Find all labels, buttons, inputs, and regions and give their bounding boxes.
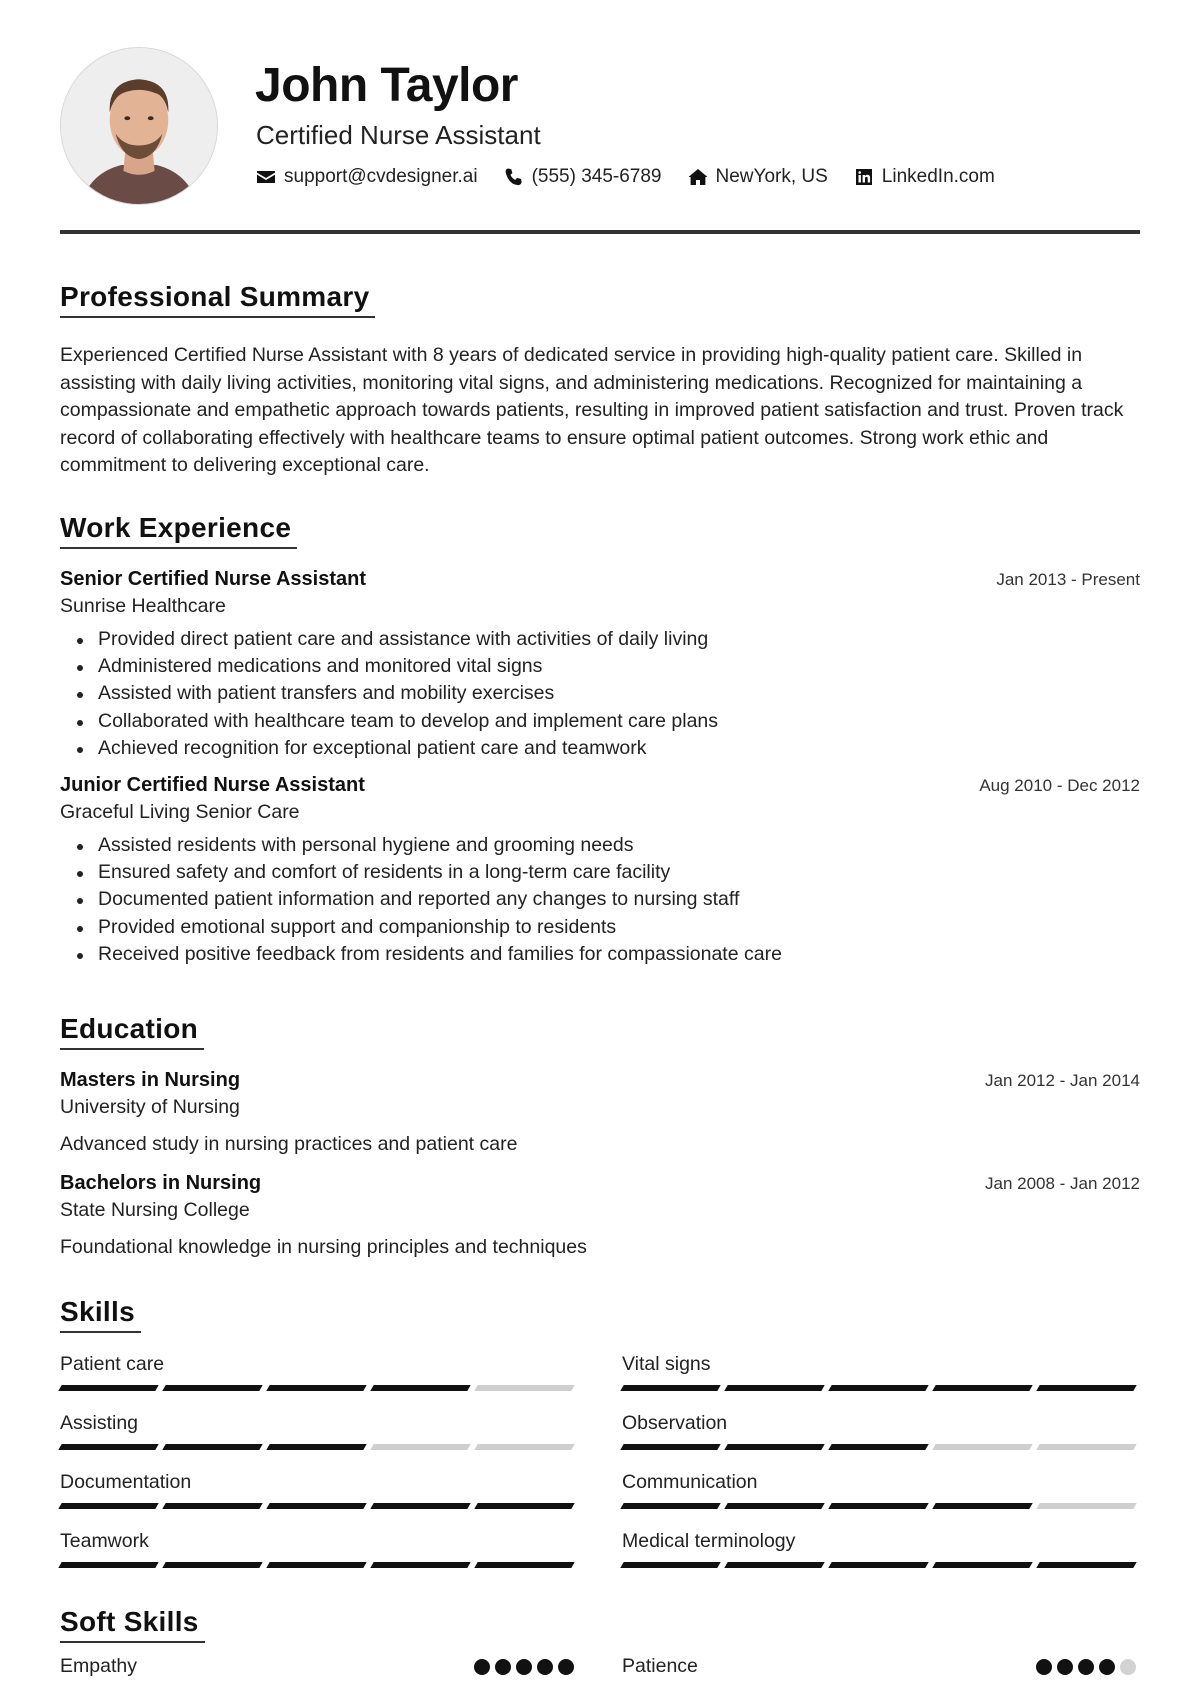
skill-level-segment	[370, 1385, 470, 1391]
email-text: support@cvdesigner.ai	[284, 166, 478, 187]
school-name: University of Nursing	[60, 1096, 240, 1118]
skill-item	[622, 1530, 1136, 1568]
soft-skill-rating	[1036, 1659, 1136, 1675]
education-dates: Jan 2012 - Jan 2014	[984, 1071, 1140, 1090]
skills-heading: Skills	[60, 1296, 141, 1333]
contact-phone[interactable]	[504, 166, 662, 188]
education-entry	[60, 1172, 1140, 1259]
job-bullet: Assisted residents with personal hygiene and grooming needs	[98, 832, 1140, 859]
skill-item	[622, 1412, 1136, 1450]
skill-level-segment	[828, 1503, 928, 1509]
header-divider	[60, 230, 1140, 234]
job-dates: Aug 2010 - Dec 2012	[979, 776, 1140, 796]
skill-level-segment	[474, 1562, 574, 1568]
skill-level-segment	[58, 1444, 158, 1450]
education-heading: Education	[60, 1013, 204, 1050]
skill-item	[622, 1471, 1136, 1509]
skill-level-segment	[620, 1503, 720, 1509]
soft-skill-item	[60, 1655, 574, 1678]
skill-level-segment	[1036, 1503, 1136, 1509]
skill-level-segment	[1036, 1562, 1136, 1568]
skill-level-segment	[474, 1503, 574, 1509]
skill-item	[622, 1353, 1136, 1391]
education-entry	[60, 1069, 1140, 1156]
rating-dot	[516, 1659, 532, 1675]
job-entry	[60, 568, 1140, 762]
skill-item	[60, 1353, 574, 1391]
rating-dot	[1036, 1659, 1052, 1675]
skill-level-segment	[1036, 1385, 1136, 1391]
skill-level-segment	[724, 1444, 824, 1450]
summary-heading: Professional Summary	[60, 281, 375, 318]
school-name: State Nursing College	[60, 1199, 250, 1221]
home-icon	[688, 167, 708, 187]
contact-linkedin[interactable]	[854, 166, 995, 188]
job-title: Junior Certified Nurse Assistant	[60, 774, 365, 797]
job-bullet: Ensured safety and comfort of residents in a long-term care facility	[98, 859, 1140, 886]
skill-name: Observation	[622, 1412, 728, 1434]
skill-level-segment	[370, 1444, 470, 1450]
linkedin-text: LinkedIn.com	[881, 166, 995, 187]
work-heading: Work Experience	[60, 512, 297, 549]
skill-level-segment	[932, 1562, 1032, 1568]
soft-skill-name: Patience	[622, 1655, 698, 1677]
skill-level-segment	[724, 1503, 824, 1509]
soft-skill-rating	[474, 1659, 574, 1675]
skill-name: Vital signs	[622, 1353, 711, 1375]
skill-item	[60, 1530, 574, 1568]
rating-dot	[537, 1659, 553, 1675]
location-text: NewYork, US	[715, 166, 828, 187]
summary-text: Experienced Certified Nurse Assistant with 8 years of dedicated service in providing high-quality patient care. Skilled in assisting with daily living activities, monitoring vital signs, and administering medications. Recognized for maintaining a compassionate and empathetic approach towards patients, resulting in improved patient satisfaction and trust. Proven track record of collaborating effectively with healthcare teams to ensure optimal patient outcomes. Strong work ethic and commitment to delivering exceptional care.	[60, 344, 1124, 476]
skill-level-segment	[620, 1444, 720, 1450]
skill-level-segment	[266, 1385, 366, 1391]
rating-dot	[495, 1659, 511, 1675]
skill-level-bar	[622, 1503, 1136, 1509]
skill-level-bar	[622, 1385, 1136, 1391]
skill-level-segment	[162, 1385, 262, 1391]
job-bullet: Collaborated with healthcare team to develop and implement care plans	[98, 708, 1140, 735]
education-description: Foundational knowledge in nursing principles and techniques	[60, 1236, 587, 1258]
profile-photo	[61, 48, 217, 204]
job-title: Senior Certified Nurse Assistant	[60, 568, 367, 590]
phone-text: (555) 345-6789	[531, 166, 662, 187]
skill-level-segment	[370, 1503, 470, 1509]
skills-grid	[60, 1353, 1140, 1568]
skill-level-bar	[60, 1562, 574, 1568]
resume-header	[60, 0, 1140, 235]
job-bullet: Documented patient information and reported any changes to nursing staff	[98, 886, 1140, 913]
skill-level-segment	[620, 1562, 720, 1568]
skill-level-bar	[60, 1503, 574, 1509]
skill-level-segment	[266, 1503, 366, 1509]
soft-skill-name: Empathy	[60, 1655, 137, 1677]
avatar	[60, 47, 218, 205]
rating-dot	[474, 1659, 490, 1675]
job-entry	[60, 774, 1140, 968]
summary-section	[60, 281, 1140, 480]
skill-level-segment	[724, 1385, 824, 1391]
envelope-icon	[256, 167, 276, 187]
job-bullet: Received positive feedback from residents and families for compassionate care	[98, 941, 1140, 968]
skill-level-segment	[828, 1562, 928, 1568]
skill-name: Patient care	[60, 1353, 165, 1375]
job-bullet: Administered medications and monitored vital signs	[98, 653, 1140, 680]
soft-skills-heading: Soft Skills	[60, 1606, 205, 1643]
contact-row	[256, 166, 995, 188]
skill-level-segment	[932, 1444, 1032, 1450]
work-section	[60, 512, 1140, 968]
contact-email[interactable]	[256, 166, 478, 188]
skill-level-segment	[58, 1503, 158, 1509]
candidate-name: John Taylor	[255, 59, 518, 112]
phone-icon	[504, 167, 524, 187]
skill-level-bar	[60, 1444, 574, 1450]
job-bullets	[60, 832, 1140, 968]
skill-level-bar	[60, 1385, 574, 1391]
job-bullet: Provided emotional support and companionship to residents	[98, 914, 1140, 941]
job-company: Graceful Living Senior Care	[60, 801, 300, 824]
skill-level-segment	[370, 1562, 470, 1568]
job-bullet: Achieved recognition for exceptional patient care and teamwork	[98, 735, 1140, 762]
skill-level-segment	[724, 1562, 824, 1568]
skill-level-segment	[620, 1385, 720, 1391]
soft-skills-section	[60, 1606, 1140, 1678]
job-company: Sunrise Healthcare	[60, 595, 226, 617]
job-bullet: Assisted with patient transfers and mobility exercises	[98, 680, 1140, 707]
skill-level-segment	[162, 1503, 262, 1509]
skill-level-segment	[266, 1562, 366, 1568]
job-bullets	[60, 626, 1140, 762]
soft-skill-item	[622, 1655, 1136, 1678]
skill-name: Documentation	[60, 1471, 192, 1493]
job-dates: Jan 2013 - Present	[996, 570, 1140, 589]
skills-section	[60, 1296, 1140, 1568]
skill-level-segment	[162, 1562, 262, 1568]
skill-name: Communication	[622, 1471, 758, 1493]
skill-level-segment	[474, 1444, 574, 1450]
skill-level-segment	[474, 1385, 574, 1391]
rating-dot	[1120, 1659, 1136, 1675]
degree-title: Masters in Nursing	[60, 1069, 241, 1091]
rating-dot	[1099, 1659, 1115, 1675]
education-description: Advanced study in nursing practices and patient care	[60, 1133, 518, 1155]
degree-title: Bachelors in Nursing	[60, 1172, 262, 1194]
skill-level-segment	[932, 1503, 1032, 1509]
skill-level-bar	[622, 1444, 1136, 1450]
job-bullet: Provided direct patient care and assistance with activities of daily living	[98, 626, 1140, 653]
skill-level-segment	[828, 1385, 928, 1391]
candidate-title: Certified Nurse Assistant	[256, 120, 541, 150]
skill-level-segment	[58, 1385, 158, 1391]
skill-level-segment	[162, 1444, 262, 1450]
education-section	[60, 1013, 1140, 1259]
skill-item	[60, 1471, 574, 1509]
soft-skills-grid	[60, 1655, 1140, 1678]
skill-level-segment	[1036, 1444, 1136, 1450]
skill-level-segment	[932, 1385, 1032, 1391]
skill-name: Medical terminology	[622, 1530, 796, 1552]
rating-dot	[1078, 1659, 1094, 1675]
rating-dot	[558, 1659, 574, 1675]
skill-level-segment	[266, 1444, 366, 1450]
contact-location[interactable]	[688, 166, 828, 188]
education-dates: Jan 2008 - Jan 2012	[984, 1174, 1140, 1193]
skill-item	[60, 1412, 574, 1450]
skill-name: Assisting	[60, 1412, 139, 1434]
skill-level-bar	[622, 1562, 1136, 1568]
skill-level-segment	[828, 1444, 928, 1450]
linkedin-icon	[854, 167, 874, 187]
skill-level-segment	[58, 1562, 158, 1568]
skill-name: Teamwork	[60, 1530, 149, 1552]
rating-dot	[1057, 1659, 1073, 1675]
